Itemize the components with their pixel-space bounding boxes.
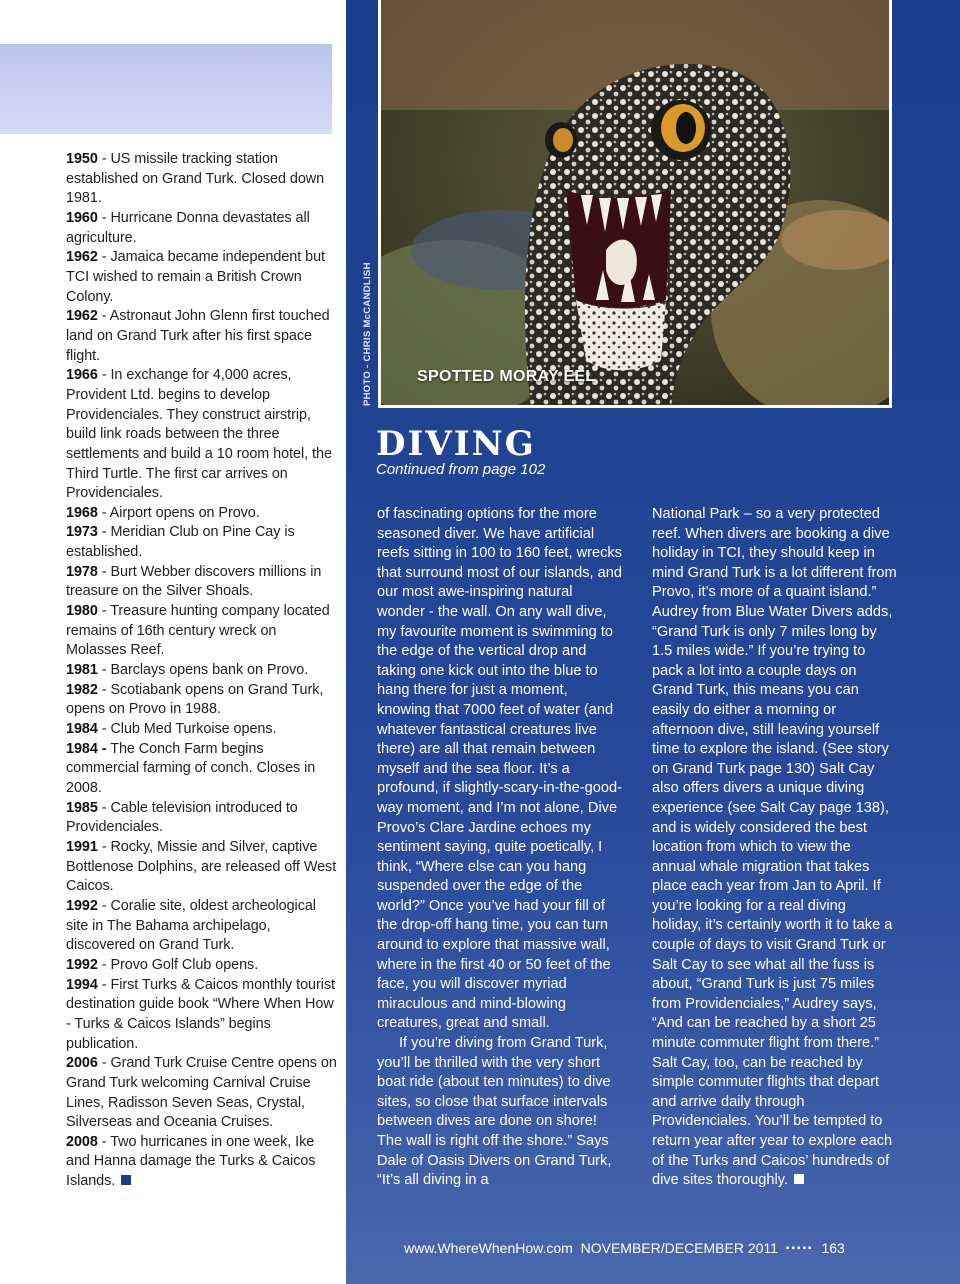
moray-eel-photo	[378, 0, 892, 408]
timeline-year: 1984	[66, 721, 98, 738]
page-footer	[404, 1240, 845, 1256]
timeline-text: - Burt Webber discovers millions in treasure on the Silver Shoals.	[66, 563, 322, 600]
timeline-text: - Scotiabank opens on Grand Turk, opens on Provo in 1988.	[66, 681, 324, 718]
footer-issue: NOVEMBER/DECEMBER 2011	[580, 1240, 778, 1256]
photo-caption: SPOTTED MORAY EEL	[417, 368, 596, 385]
timeline-text: - Treasure hunting company located remains of 16th century wreck on Molasses Reef.	[66, 603, 330, 659]
timeline-year: 1962	[66, 249, 98, 266]
footer-website: www.WhereWhenHow.com	[404, 1240, 573, 1256]
timeline-text: - In exchange for 4,000 acres, Provident Ltd. begins to develop Providenciales. They construct airstrip, build link roads between the three settlements and build a 10 room hotel, the Third Turtle. The first car arrives on Providenciales.	[66, 367, 332, 502]
footer-dots: ▪▪▪▪▪	[785, 1243, 814, 1254]
timeline-entry	[66, 1133, 338, 1192]
article-paragraph	[652, 505, 898, 1191]
timeline-text: - Two hurricanes in one week, Ike and Hanna damage the Turks & Caicos Islands.	[66, 1133, 316, 1190]
timeline-text: - Airport opens on Provo.	[97, 504, 260, 521]
timeline-entry	[66, 740, 338, 799]
article-paragraph: of fascinating options for the more seasoned diver. We have artificial reefs sitting in 100 to 160 feet, wrecks that surround most of our islands, and our most awe-inspiring natural wonder - the wall. On any wall dive, my favourite moment is swimming to the edge of the vertical drop and taking one kick out into the blue to hang there for just a moment, knowing that 7000 feet of water (and whatever fantastical creatures live there) are all that remain between myself and the sea floor. It’s a profound, if slightly-scary-in-the-good-way moment, and I’m not alone, Dive Provo’s Clare Jardine echoes my sentiment saying, quite poetically, I think, “Where else can you hang suspended over the edge of the world?” Once you’ve had your fill of the drop-off hang time, you can turn around to explore that massive wall, where in the first 40 or 50 feet of the face, you will discover myriad miraculous and mind-blowing creatures, great and small.	[377, 506, 622, 1032]
timeline-year: 1984 -	[66, 740, 107, 757]
timeline-entry	[66, 897, 338, 956]
eel-illustration	[381, 0, 892, 408]
timeline-entry	[66, 307, 338, 366]
timeline-entry	[66, 523, 338, 562]
timeline-text: - First Turks & Caicos monthly tourist destination guide book “Where When How - Turks & Caicos Islands” begins publication.	[66, 976, 335, 1052]
timeline-column	[0, 0, 346, 1284]
continued-note: Continued from page 102	[376, 461, 546, 478]
timeline-text: - Meridian Club on Pine Cay is established.	[66, 524, 295, 561]
timeline-year: 1968	[66, 504, 98, 521]
timeline-entry	[66, 956, 338, 976]
header-band	[0, 44, 332, 134]
timeline-year: 1982	[66, 681, 98, 698]
timeline-text: The Conch Farm begins commercial farming of conch. Closes in 2008.	[66, 740, 316, 796]
timeline-entry	[66, 976, 338, 1055]
timeline-entry	[66, 1054, 338, 1133]
timeline-text: - Provo Golf Club opens.	[97, 956, 259, 973]
timeline-list	[66, 150, 338, 1192]
timeline-entry	[66, 681, 338, 720]
page-number: 163	[821, 1240, 845, 1256]
end-square-icon	[121, 1175, 131, 1185]
article-text: National Park – so a very protected reef. When divers are booking a dive holiday in TCI, they should keep in mind Grand Turk is a lot different from Provo, it’s more of a quaint island.” Audrey from Blue Water Divers adds, “Grand Turk is only 7 miles long by 1.5 miles wide.” If you’re trying to pack a lot into a couple days on Grand Turk, this means you can easily do either a morning or afternoon dive, still leaving yourself time to explore the island. (See story on Grand Turk page 130) Salt Cay also offers divers a unique diving experience (see Salt Cay page 138), and is widely considered the best location from which to view the annual whale migration that takes place each year from Jan to April. If you’re looking for a real diving holiday, it’s certainly worth it to take a couple of days to visit Grand Turk or Salt Cay to see what all the fuss is about, “Grand Turk is just 75 miles from Providenciales,” Audrey says, “And can be reached by a short 25 minute commuter flight from there.” Salt Cay, too, can be reached by simple commuter flights that depart and arrive daily through Providenciales. You’ll be tempted to return year after year to explore each of the Turks and Caicos’ hundreds of dive sites thoroughly.	[652, 506, 897, 1189]
timeline-entry	[66, 602, 338, 661]
timeline-entry	[66, 248, 338, 307]
timeline-year: 1966	[66, 367, 98, 384]
timeline-text: - Barclays opens bank on Provo.	[97, 662, 309, 679]
timeline-year: 1973	[66, 524, 98, 541]
timeline-entry	[66, 504, 338, 524]
article-paragraph: If you’re diving from Grand Turk, you’ll be thrilled with the very short boat ride (about ten minutes) to dive sites, so close that surface intervals between dives are done on shore! The wall is right off the shore.” Says Dale of Oasis Divers on Grand Turk, “It’s all diving in a	[377, 1035, 612, 1189]
timeline-entry	[66, 661, 338, 681]
timeline-year: 1994	[66, 976, 98, 993]
timeline-entry	[66, 720, 338, 740]
end-square-icon	[794, 1174, 804, 1184]
timeline-year: 1980	[66, 603, 98, 620]
timeline-text: - Astronaut John Glenn first touched land on Grand Turk after his first space flight.	[66, 308, 330, 364]
timeline-year: 1962	[66, 308, 98, 325]
timeline-year: 1950	[66, 151, 98, 167]
timeline-entry	[66, 838, 338, 897]
timeline-text: - US missile tracking station established on Grand Turk. Closed down 1981.	[66, 151, 325, 207]
timeline-year: 1985	[66, 799, 98, 816]
timeline-year: 2006	[66, 1055, 98, 1072]
timeline-text: - Jamaica became independent but TCI wished to remain a British Crown Colony.	[66, 249, 325, 305]
timeline-entry	[66, 799, 338, 838]
timeline-text: - Cable television introduced to Providenciales.	[66, 799, 298, 836]
timeline-text: - Rocky, Missie and Silver, captive Bottlenose Dolphins, are released off West Caicos.	[66, 838, 337, 895]
timeline-text: - Grand Turk Cruise Centre opens on Grand Turk welcoming Carnival Cruise Lines, Radisson Seven Seas, Crystal, Silverseas and Oceania Cruises.	[66, 1055, 337, 1131]
timeline-text: - Hurricane Donna devastates all agriculture.	[66, 209, 310, 246]
timeline-entry	[66, 563, 338, 602]
article-column-1	[377, 505, 623, 1191]
timeline-year: 2008	[66, 1133, 98, 1150]
timeline-year: 1992	[66, 897, 98, 914]
timeline-entry	[66, 150, 338, 209]
timeline-entry	[66, 209, 338, 248]
article-column-2	[652, 505, 898, 1191]
timeline-year: 1992	[66, 956, 98, 973]
timeline-year: 1960	[66, 209, 98, 226]
article-heading: DIVING	[376, 424, 536, 464]
timeline-year: 1981	[66, 662, 98, 679]
timeline-year: 1991	[66, 838, 98, 855]
timeline-year: 1978	[66, 563, 98, 580]
timeline-text: - Club Med Turkoise opens.	[97, 721, 277, 738]
timeline-text: - Coralie site, oldest archeological site in The Bahama archipelago, discovered on Grand Turk.	[66, 897, 316, 954]
timeline-entry	[66, 366, 338, 504]
